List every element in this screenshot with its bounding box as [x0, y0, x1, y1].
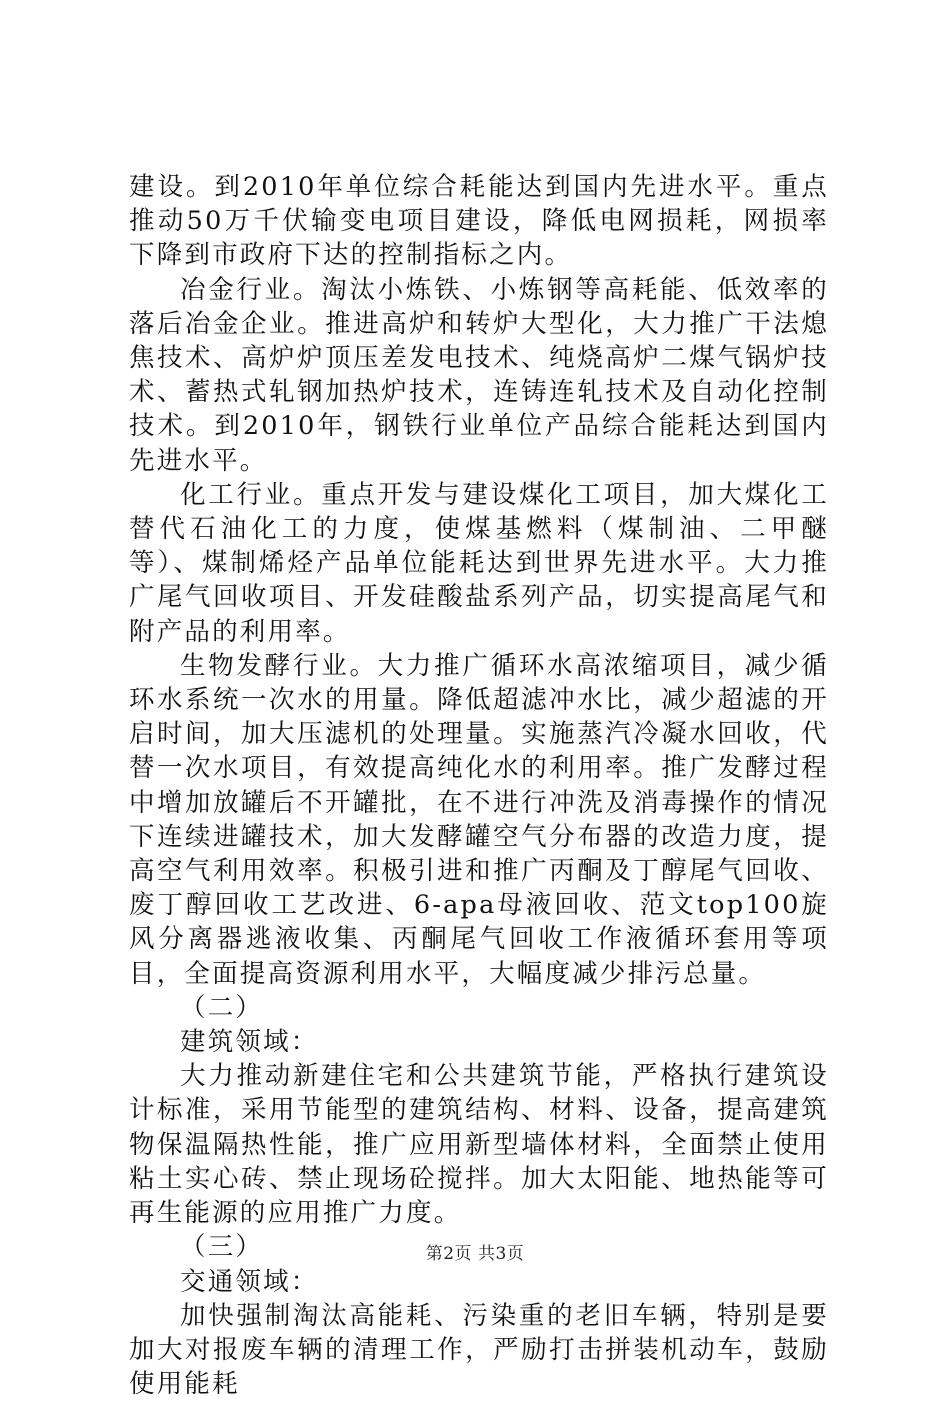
- paragraph-building: 大力推动新建住宅和公共建筑节能，严格执行建筑设计标准，采用节能型的建筑结构、材料、设备，提高建筑物保温隔热性能，推广应用新型墙体材料，全面禁止使用粘土实心砖、禁止现场砼搅拌。加大太阳能、地热能等可再生能源的应用推广力度。: [129, 1061, 829, 1229]
- page-footer: 第2页 共3页: [425, 1244, 525, 1264]
- section-heading-building: 建筑领域：: [180, 1027, 319, 1058]
- paragraph-chemical: 化工行业。重点开发与建设煤化工项目，加大煤化工替代石油化工的力度，使煤基燃料（煤制油、二甲醚等）、煤制烯烃产品单位能耗达到世界先进水平。大力推广尾气回收项目、开发硅酸盐系列产品，切实提高尾气和附产品的利用率。: [129, 479, 829, 647]
- paragraph-fermentation: 生物发酵行业。大力推广循环水高浓缩项目，减少循环水系统一次水的用量。降低超滤冲水比，减少超滤的开启时间，加大压滤机的处理量。实施蒸汽冷凝水回收，代替一次水项目，有效提高纯化水的利用率。推广发酵过程中增加放罐后不开罐批，在不进行冲洗及消毒操作的情况下连续进罐技术，加大发酵罐空气分布器的改造力度，提高空气利用效率。积极引进和推广丙酮及丁醇尾气回收、废丁醇回收工艺改进、6-apa母液回收、范文top100旋风分离器逃液收集、丙酮尾气回收工作液循环套用等项目，全面提高资源利用水平，大幅度减少排污总量。: [129, 650, 829, 989]
- section-number-3: （三）: [180, 1232, 264, 1263]
- paragraph-continuation: 建设。到2010年单位综合耗能达到国内先进水平。重点推动50万千伏输变电项目建设，降低电网损耗，网损率下降到市政府下达的控制指标之内。: [129, 172, 829, 271]
- document-body: [129, 170, 829, 1401]
- paragraph-transport: 加快强制淘汰高能耗、污染重的老旧车辆，特别是要加大对报废车辆的清理工作，严励打击拼装机动车，鼓励使用能耗: [129, 1300, 829, 1400]
- section-number-2: （二）: [180, 992, 264, 1023]
- paragraph-metallurgy: 冶金行业。淘汰小炼铁、小炼钢等高耗能、低效率的落后冶金企业。推进高炉和转炉大型化，大力推广干法熄焦技术、高炉炉顶压差发电技术、纯烧高炉二煤气锅炉技术、蓄热式轧钢加热炉技术，连铸连轧技术及自动化控制技术。到2010年，钢铁行业单位产品综合能耗达到国内先进水平。: [129, 274, 829, 476]
- section-heading-transport: 交通领域：: [180, 1266, 319, 1297]
